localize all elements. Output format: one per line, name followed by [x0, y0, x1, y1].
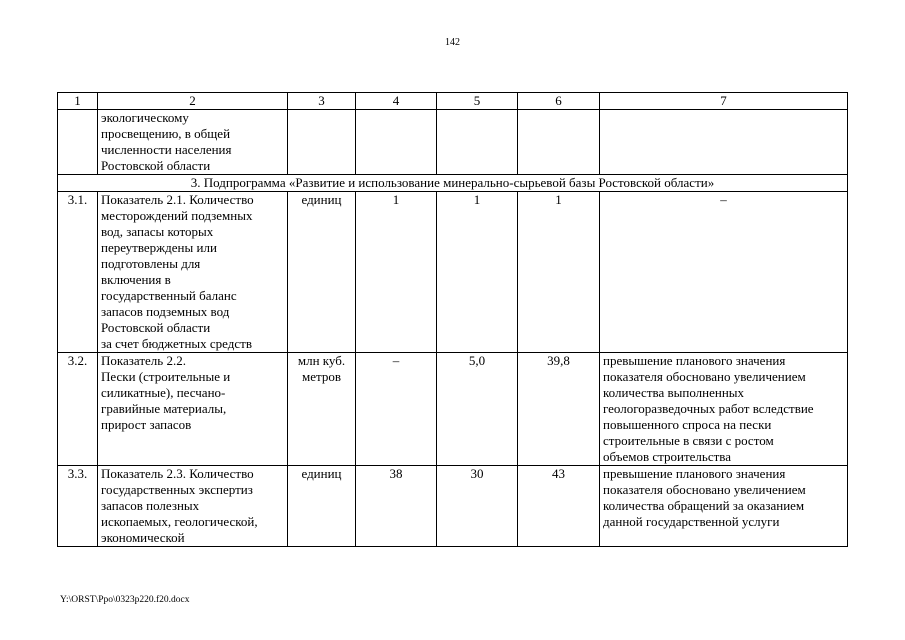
- comment-cell: [600, 353, 848, 466]
- indicator-line: государственный баланс: [101, 288, 237, 303]
- column-header: 2: [98, 93, 288, 110]
- unit-line: метров: [302, 369, 341, 384]
- comment-line: количества обращений за оказанием: [603, 498, 805, 513]
- indicator-line: включения в: [101, 272, 171, 287]
- unit-line: млн куб.: [297, 353, 346, 368]
- comment-line: показателя обосновано увеличением: [603, 369, 806, 384]
- comment-line: –: [720, 192, 727, 207]
- value-cell: 30: [437, 466, 518, 547]
- value-cell: 5,0: [437, 353, 518, 466]
- indicator-line: силикатные), песчано-: [101, 385, 226, 400]
- indicator-line: за счет бюджетных средств: [101, 336, 252, 351]
- indicator-line: Ростовской области: [101, 320, 211, 335]
- row-number-cell: 3.1.: [58, 192, 98, 353]
- column-number-row: [58, 93, 848, 110]
- unit-cell: [288, 192, 356, 353]
- comment-line: строительные в связи с ростом: [603, 433, 774, 448]
- section-row: [58, 175, 848, 192]
- indicator-line: Показатель 2.2.: [101, 353, 186, 368]
- indicator-line: подготовлены для: [101, 256, 201, 271]
- table-row: [58, 466, 848, 547]
- comment-cell: [600, 110, 848, 175]
- column-header: 6: [518, 93, 600, 110]
- indicator-line: запасов полезных: [101, 498, 200, 513]
- indicator-line: просвещению, в общей: [101, 126, 231, 141]
- comment-line: показателя обосновано увеличением: [603, 482, 806, 497]
- indicator-cell: [98, 466, 288, 547]
- comment-line: геологоразведочных работ вследствие: [603, 401, 814, 416]
- indicator-cell: [98, 192, 288, 353]
- column-header: 1: [58, 93, 98, 110]
- indicator-line: Показатель 2.3. Количество: [101, 466, 254, 481]
- indicator-line: прирост запасов: [101, 417, 192, 432]
- comment-line: объемов строительства: [603, 449, 732, 464]
- comment-cell: [600, 192, 848, 353]
- indicator-cell: [98, 353, 288, 466]
- indicator-line: государственных экспертиз: [101, 482, 253, 497]
- indicator-line: Пески (строительные и: [101, 369, 231, 384]
- comment-line: данной государственной услуги: [603, 514, 780, 529]
- row-number-cell: [58, 110, 98, 175]
- indicator-line: месторождений подземных: [101, 208, 253, 223]
- value-cell: 39,8: [518, 353, 600, 466]
- column-header: 7: [600, 93, 848, 110]
- footer-file-path: Y:\ORST\Ppo\0323p220.f20.docx: [60, 595, 190, 605]
- continuation-row: [58, 110, 848, 175]
- indicator-line: вод, запасы которых: [101, 224, 214, 239]
- indicator-line: ископаемых, геологической,: [101, 514, 258, 529]
- indicator-line: запасов подземных вод: [101, 304, 230, 319]
- unit-line: единиц: [301, 466, 342, 481]
- indicator-line: экономической: [101, 530, 185, 545]
- unit-cell: [288, 353, 356, 466]
- column-header: 3: [288, 93, 356, 110]
- value-cell: [518, 110, 600, 175]
- comment-line: превышение планового значения: [603, 466, 786, 481]
- value-cell: [437, 110, 518, 175]
- value-cell: [356, 110, 437, 175]
- comment-line: количества выполненных: [603, 385, 745, 400]
- page-number: 142: [445, 37, 460, 48]
- value-cell: –: [356, 353, 437, 466]
- indicator-line: Ростовской области: [101, 158, 211, 173]
- table-row: [58, 353, 848, 466]
- value-cell: 38: [356, 466, 437, 547]
- comment-line: превышение планового значения: [603, 353, 786, 368]
- report-table: [57, 92, 848, 547]
- unit-cell: [288, 466, 356, 547]
- indicator-line: экологическому: [101, 110, 189, 125]
- comment-line: повышенного спроса на пески: [603, 417, 772, 432]
- section-title: 3. Подпрограмма «Развитие и использование минерально-сырьевой базы Ростовской области»: [58, 175, 848, 192]
- column-header: 5: [437, 93, 518, 110]
- indicator-line: численности населения: [101, 142, 232, 157]
- value-cell: 1: [437, 192, 518, 353]
- unit-line: единиц: [301, 192, 342, 207]
- indicator-line: переутверждены или: [101, 240, 217, 255]
- row-number-cell: 3.3.: [58, 466, 98, 547]
- value-cell: 1: [518, 192, 600, 353]
- value-cell: 1: [356, 192, 437, 353]
- unit-cell: [288, 110, 356, 175]
- table-row: [58, 192, 848, 353]
- indicator-line: гравийные материалы,: [101, 401, 227, 416]
- column-header: 4: [356, 93, 437, 110]
- value-cell: 43: [518, 466, 600, 547]
- indicator-line: Показатель 2.1. Количество: [101, 192, 254, 207]
- row-number-cell: 3.2.: [58, 353, 98, 466]
- indicator-cell: [98, 110, 288, 175]
- comment-cell: [600, 466, 848, 547]
